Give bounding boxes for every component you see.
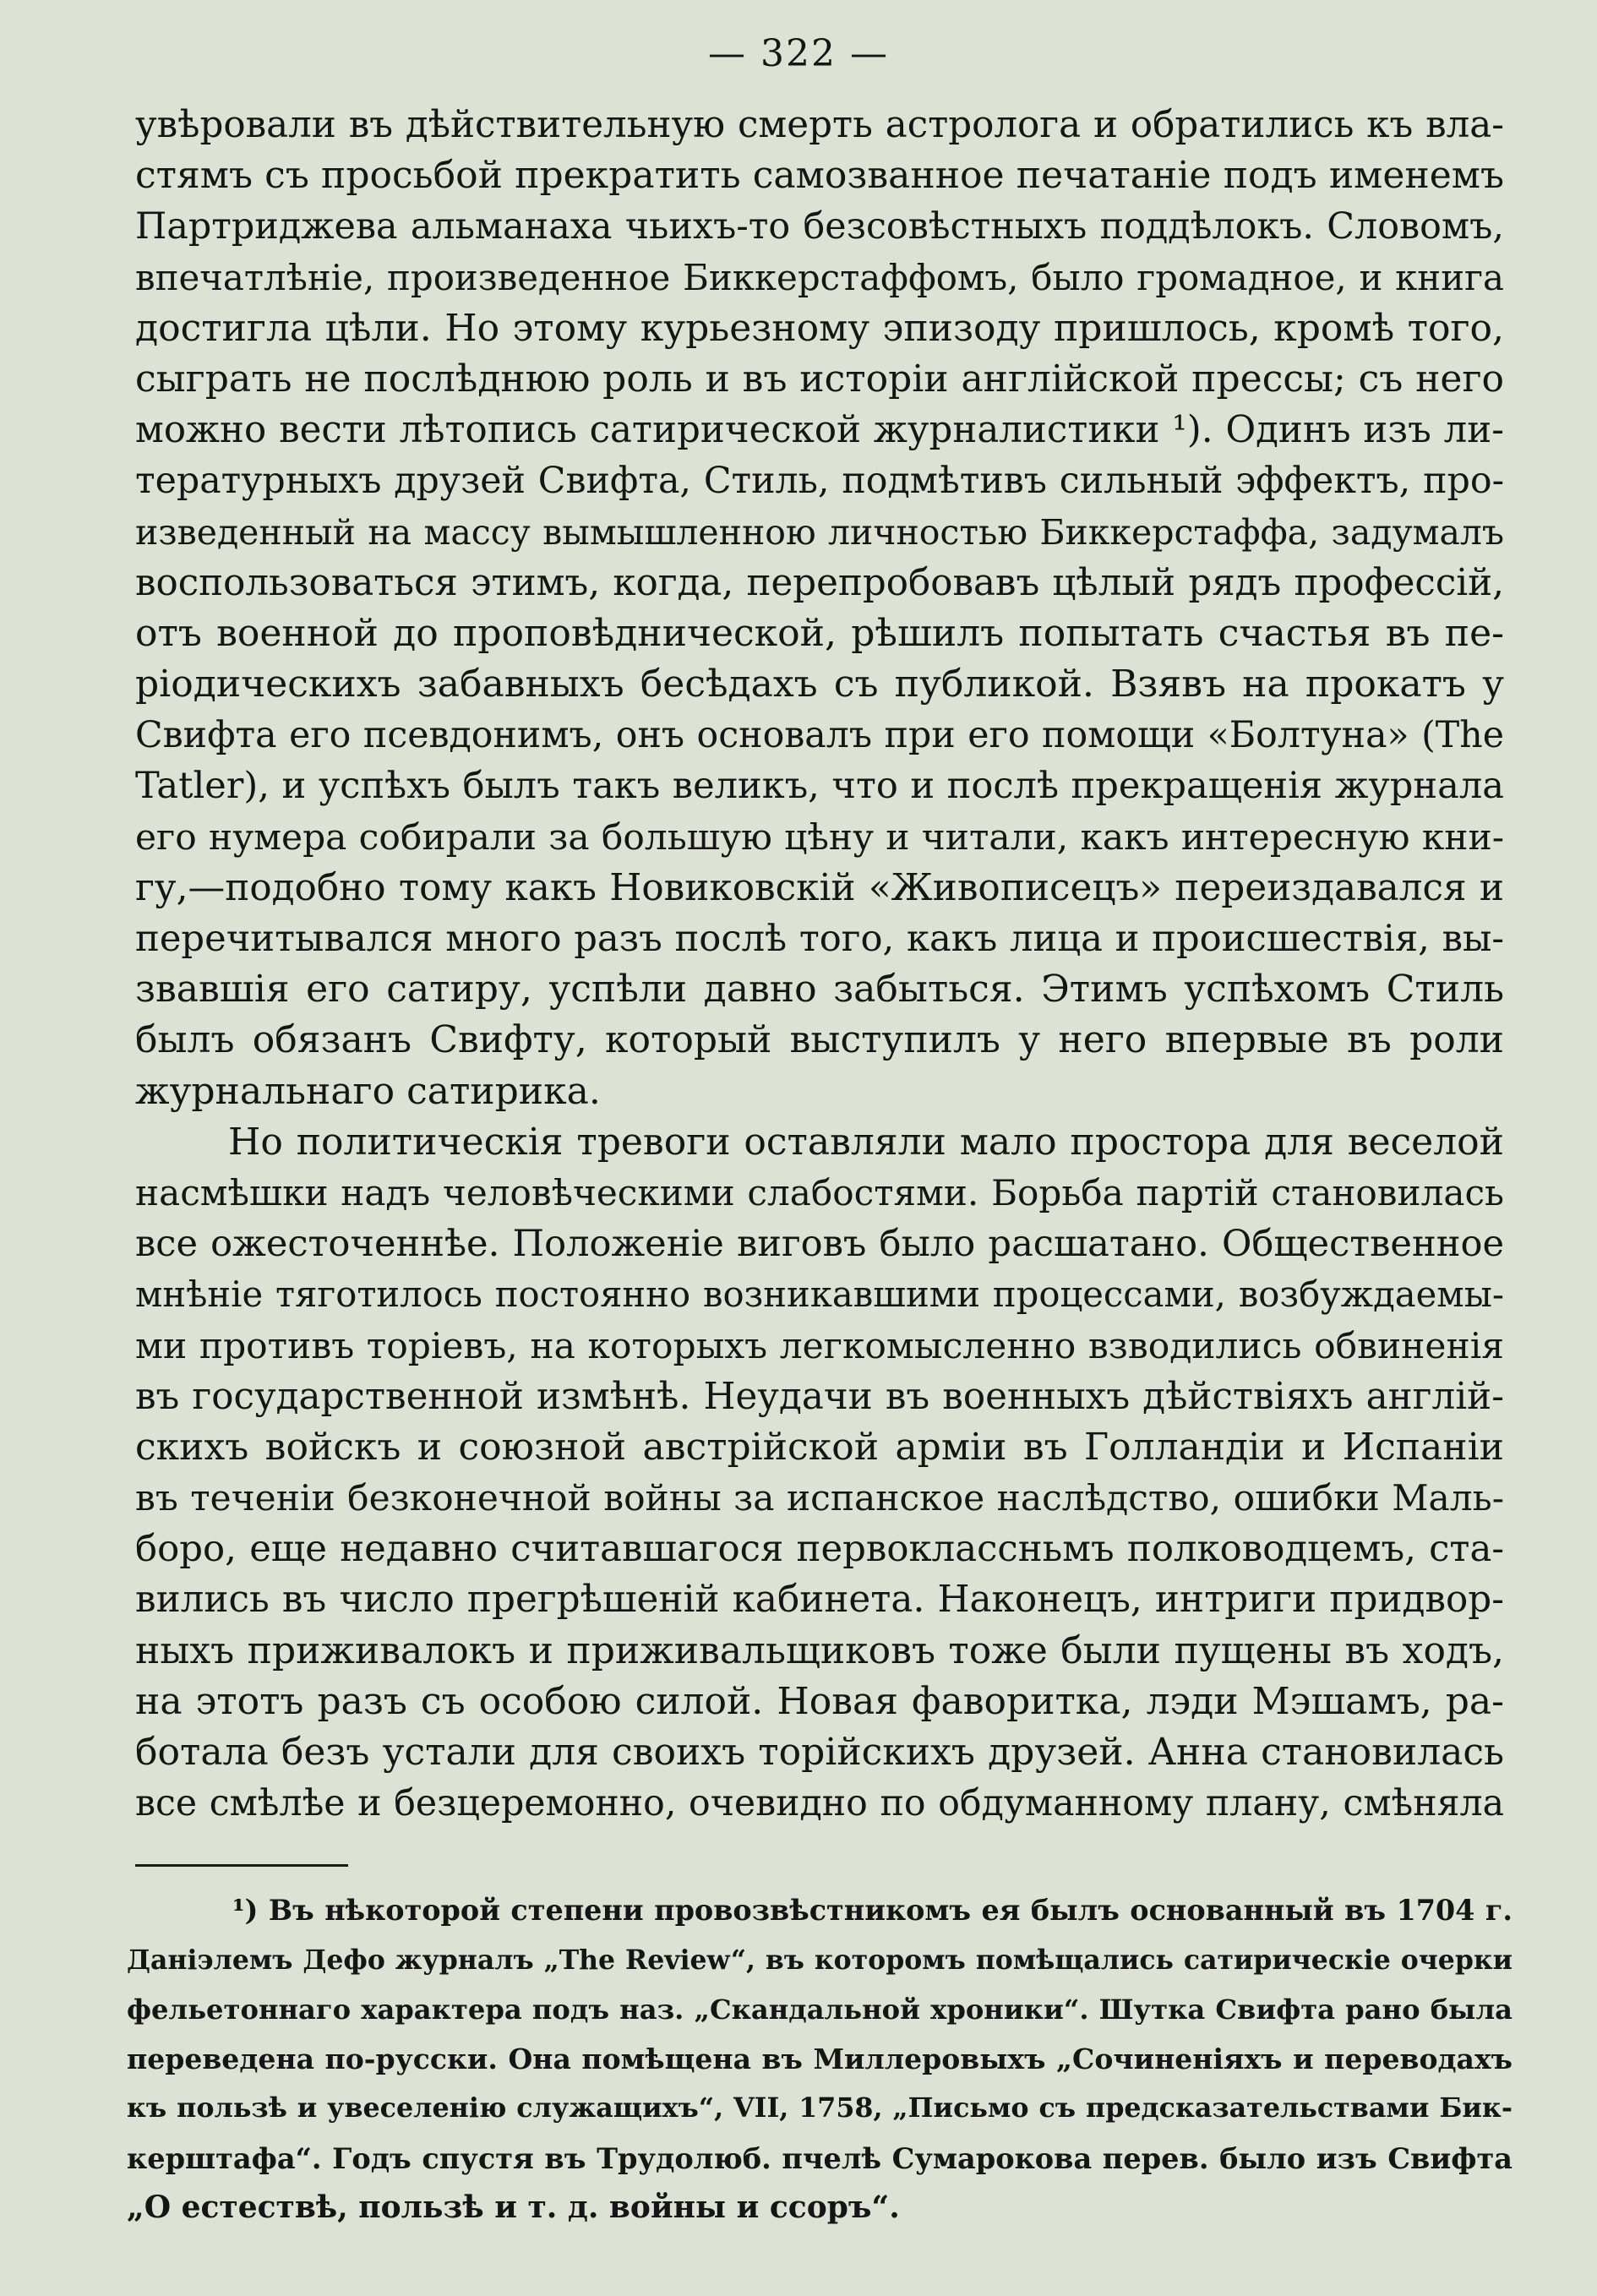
- text-line: въ государственной измѣнѣ. Неудачи въ военныхъ дѣйствiяхъ англiй-: [135, 1374, 1504, 1418]
- text-line: можно вести лѣтопись сатирической журналистики ¹). Одинъ изъ ли-: [135, 409, 1504, 452]
- text-line: рiодическихъ забавныхъ бесѣдахъ съ публикой. Взявъ на прокатъ у: [135, 663, 1504, 706]
- text-line: его нумера собирали за большую цѣну и читали, какъ интересную кни-: [135, 815, 1504, 858]
- text-line: ботала безъ устали для своихъ торiйскихъ друзей. Анна становилась: [135, 1731, 1504, 1774]
- text-line: перечитывался много разъ послѣ того, какъ лица и происшествiя, вы-: [135, 918, 1504, 960]
- text-line: боро, еще недавно считавшагося первоклассньмъ полководцемъ, ста-: [135, 1528, 1504, 1571]
- text-line: все ожесточеннѣе. Положенiе виговъ было расшатано. Общественное: [135, 1223, 1504, 1266]
- footnote-line: Данiэлемъ Дефо журналъ „The Review“, въ которомъ помѣщались сатирическiе очерки: [127, 1944, 1513, 1976]
- text-line: скихъ войскъ и союзной австрiйской армiи въ Голландiи и Испанiи: [135, 1425, 1504, 1469]
- text-line: все смѣлѣе и безцеремонно, очевидно по обдуманному плану, смѣняла: [135, 1782, 1504, 1825]
- text-line: стямъ съ просьбой прекратить самозванное печатанiе подъ именемъ: [135, 154, 1504, 198]
- text-line: на этотъ разъ съ особою силой. Новая фаворитка, лэди Мэшамъ, ра-: [135, 1679, 1504, 1723]
- text-line: Но политическiя тревоги оставляли мало простора для веселой: [228, 1120, 1504, 1164]
- text-line: впечатлѣнiе, произведенное Биккерстаффомъ, было громадное, и книга: [135, 256, 1504, 298]
- footnote: [127, 1886, 1513, 2233]
- text-line: сыграть не послѣднюю роль и въ исторiи англiйской прессы; съ него: [135, 357, 1504, 401]
- footnote-divider: [135, 1864, 348, 1867]
- text-line: изведенный на массу вымышленною личностью Биккерстаффа, задумалъ: [135, 511, 1504, 553]
- text-line: въ теченiи безконечной войны за испанское наслѣдство, ошибки Маль-: [135, 1477, 1504, 1519]
- text-line: былъ обязанъ Свифту, который выступилъ у него впервые въ роли: [135, 1018, 1504, 1062]
- main-text: [135, 100, 1504, 1829]
- text-line: отъ военной до проповѣднической, рѣшилъ попытать счастья въ пе-: [135, 611, 1504, 655]
- text-line: Свифта его псевдонимъ, онъ основалъ при его помощи «Болтуна» (The: [135, 714, 1504, 757]
- text-line: достигла цѣли. Но этому курьезному эпизоду пришлось, кромѣ того,: [135, 306, 1504, 350]
- footnote-line: ¹) Въ нѣкоторой степени провозвѣстникомъ ея былъ основанный въ 1704 г.: [232, 1894, 1513, 1927]
- text-line: мнѣнiе тяготилось постоянно возникавшими процессами, возбуждаемы-: [135, 1273, 1504, 1316]
- footnote-line: керштафа“. Годъ спустя въ Трудолюб. пчелѣ Сумарокова перев. было изъ Свифта: [127, 2141, 1513, 2175]
- text-line: увѣровали въ дѣйствительную смерть астролога и обратились къ вла-: [135, 104, 1504, 146]
- text-line: воспользоваться этимъ, когда, перепробовавъ цѣлый рядъ профессiй,: [135, 561, 1504, 604]
- text-line: вились въ число прегрѣшенiй кабинета. Наконецъ, интриги придвор-: [135, 1578, 1504, 1622]
- text-line: ми противъ торiевъ, на которыхъ легкомысленно взводились обвиненiя: [135, 1324, 1504, 1366]
- text-line: насмѣшки надъ человѣческими слабостями. Борьба партiй становилась: [135, 1171, 1504, 1213]
- text-line: ныхъ приживалокъ и приживальщиковъ тоже были пущены въ ходъ,: [135, 1628, 1504, 1672]
- text-line: тературныхъ друзей Свифта, Стиль, подмѣтивъ сильный эффектъ, про-: [135, 460, 1504, 503]
- page-number: — 322 —: [708, 32, 889, 75]
- text-line: Партриджева альманаха чьихъ-то безсовѣстныхъ поддѣлокъ. Словомъ,: [135, 205, 1504, 248]
- text-line: гу,—подобно тому какъ Новиковскiй «Живописецъ» переиздавался и: [135, 865, 1504, 909]
- footnote-line: фельетоннаго характера подъ наз. „Скандальной хроники“. Шутка Свифта рано была: [127, 1993, 1513, 2026]
- text-line: журнальнаго сатирика.: [135, 1069, 601, 1113]
- footnote-line: переведена по-русски. Она помѣщена въ Миллеровыхъ „Сочиненiяхъ и переводахъ: [127, 2042, 1513, 2075]
- footnote-line: „О естествѣ, пользѣ и т. д. войны и ссоръ“.: [127, 2190, 900, 2225]
- text-line: звавшiя его сатиру, успѣли давно забыться. Этимъ успѣхомъ Стиль: [135, 968, 1504, 1012]
- text-line: Tatler), и успѣхъ былъ такъ великъ, что и послѣ прекращенiя журнала: [135, 765, 1504, 808]
- footnote-line: къ пользѣ и увеселенiю служащихъ“, VII, 1758, „Письмо съ предсказательствами Бик-: [127, 2092, 1513, 2124]
